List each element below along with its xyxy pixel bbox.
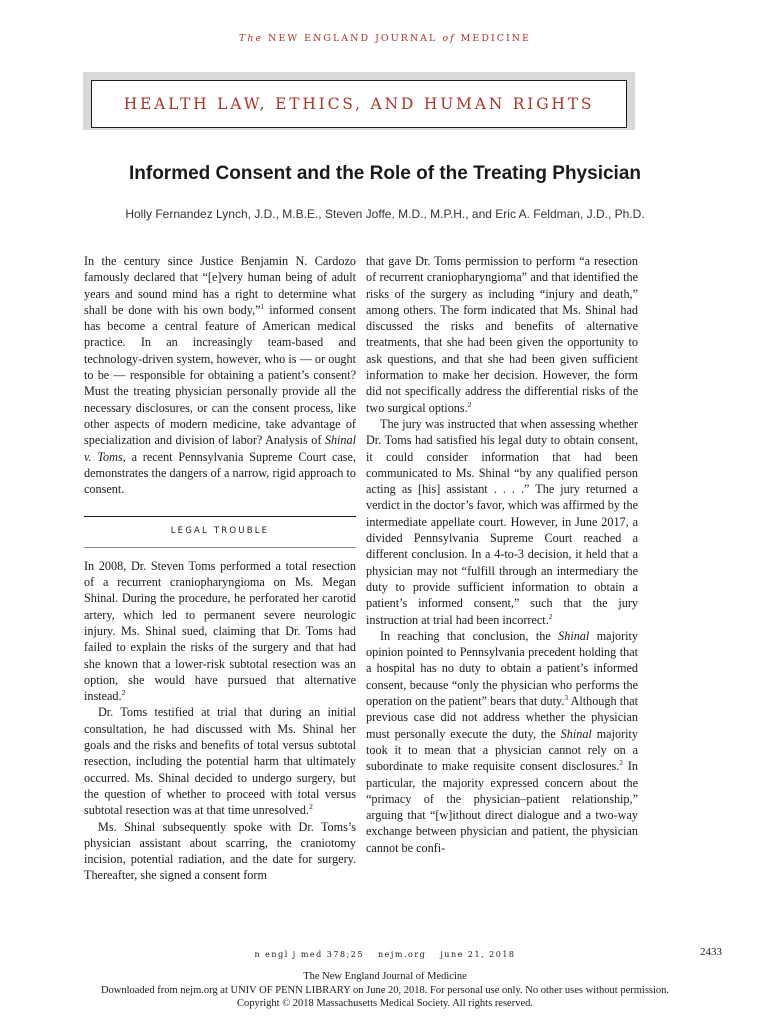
subhead-rule	[84, 547, 356, 548]
right-column	[366, 253, 638, 856]
running-head-prefix: The	[239, 33, 264, 44]
paragraph: Dr. Toms testified at trial that during an initial consultation, he had discussed with Ms. Shinal her goals and the risks and benefits of total versus subtotal resection, including the potential harm that ultimately occurred. Ms. Shinal decided to undergo surgery, but the question of whether to proceed with total versus subtotal resection was at that time unresolved.$^2$	[84, 705, 356, 818]
subhead-legal-trouble: LEGAL TROUBLE	[170, 526, 270, 537]
footer-citation: n engl j med 378;25	[254, 950, 364, 959]
article-authors: Holly Fernandez Lynch, J.D., M.B.E., Steven Joffe, M.D., M.P.H., and Eric A. Feldman, J.D., Ph.D.	[125, 207, 645, 221]
notice-journal: The New England Journal of Medicine	[303, 971, 467, 982]
paragraph: In 2008, Dr. Steven Toms performed a total resection of a recurrent craniopharyngioma on Ms. Megan Shinal. During the procedure, he perforated her carotid artery, which led to permanent severe neurologic injury. Ms. Shinal sued, claiming that Dr. Toms had failed to explain the risks of the surgery and that had she known that a lower-risk subtotal resection was an option, she would have pursued that alternative instead.$^2$	[84, 558, 356, 704]
page-number: 2433	[700, 946, 722, 958]
footer-date: june 21, 2018	[440, 950, 516, 959]
notice-download: Downloaded from nejm.org at UNIV OF PENN LIBRARY on June 20, 2018. For personal use only. No other uses without permission.	[100, 984, 670, 996]
running-head-title: NEW ENGLAND JOURNAL	[268, 33, 438, 44]
paragraph: that gave Dr. Toms permission to perform “a resection of recurrent craniopharyngioma” and that identified the risks of the surgery as including “injury and death,” among others. The form indicated that Ms. Shinal had discussed the risks and benefits of alternative treatments, that she had been given the opportunity to ask questions, and that she had been given sufficient information to make her decision. However, the form did not specifically address the differential risks of the two surgical options.$^2$	[366, 254, 638, 415]
paragraph: The jury was instructed that when assessing whether Dr. Toms had satisfied his legal duty to obtain consent, it could consider information that had been communicated to Ms. Shinal “by any qualified person acting as [his] assistant . . . .” The jury returned a verdict in the doctor’s favor, which was affirmed by the intermediate appellate court. However, in June 2017, a divided Pennsylvania Supreme Court reached a different conclusion. In a 4-to-3 decision, it held that a physician may not “fulfill through an intermediary the duty to provide sufficient information to obtain a patient’s informed consent,” such that the jury instruction at trial had been incorrect.$^2$	[366, 416, 638, 627]
footer-site: nejm.org	[378, 950, 427, 959]
running-head-of: of	[442, 33, 456, 44]
section-title: HEALTH LAW, ETHICS, AND HUMAN RIGHTS	[123, 95, 595, 113]
running-head-suffix: MEDICINE	[460, 33, 531, 44]
running-head	[0, 33, 770, 44]
left-column	[84, 253, 356, 884]
paragraph: In reaching that conclusion, the Shinal majority opinion pointed to Pennsylvania precedent holding that a hospital has no duty to obtain a patient’s informed consent, because “only the physician who performs the operation on the patient” bears that duty.$^3$ Although that previous case did not address whether the physician must personally execute the duty, the Shinal majority took it to mean that a physician cannot rely on a subordinate to make requisite consent disclosures.$^2$ In particular, the majority expressed concern about the “primacy of the physician–patient relationship,” arguing that “[w]ithout direct dialogue and a two-way exchange between physician and patient, the physician cannot be confi-	[366, 628, 639, 855]
paragraph: In the century since Justice Benjamin N. Cardozo famously declared that “[e]very human being of adult years and sound mind has a right to determine what shall be done with his own body,”$^1$ informed consent has become a central feature of American medical practice. In an increasingly team-based and technology-driven system, however, who is — or ought to be — responsible for obtaining a patient’s consent? Must the treating physician personally provide all the necessary disclosures, or can the consent process, like other aspects of modern medicine, take advantage of specialization and division of labor? Analysis of Shinal v. Toms, a recent Pennsylvania Supreme Court case, demonstrates the dangers of a narrow, rigid approach to consent.	[84, 254, 357, 497]
article-title: Informed Consent and the Role of the Treating Physician	[128, 163, 641, 184]
download-notice	[0, 970, 770, 1011]
paragraph: Ms. Shinal subsequently spoke with Dr. Toms’s physician assistant about scarring, the craniotomy incision, potential radiation, and the date for surgery. Thereafter, she signed a consent form	[84, 819, 356, 883]
notice-copyright: Copyright © 2018 Massachusetts Medical Society. All rights reserved.	[237, 998, 533, 1009]
section-banner	[91, 80, 627, 128]
footer-citation-line	[0, 950, 770, 959]
